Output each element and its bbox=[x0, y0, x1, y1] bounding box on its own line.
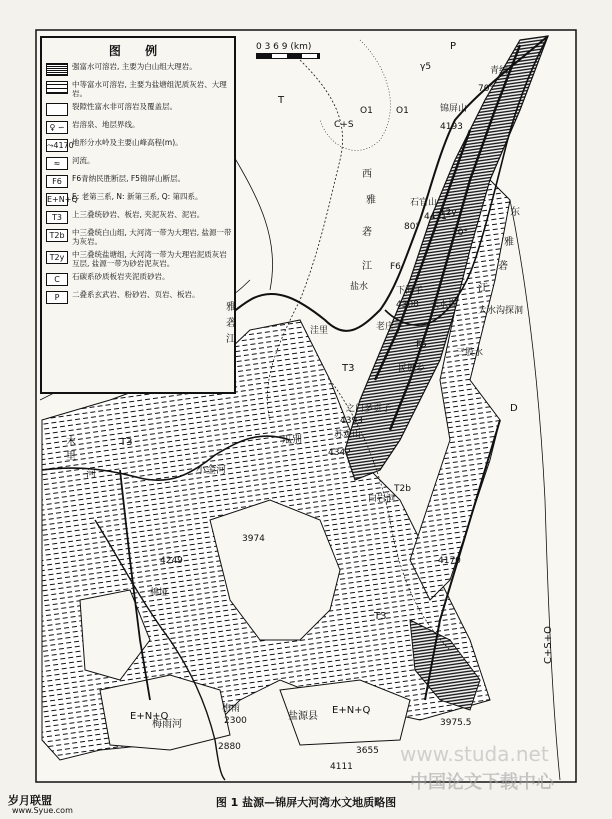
label-xi: 西 bbox=[362, 169, 372, 180]
label-yanshui: 盐水 bbox=[350, 282, 369, 292]
label-t3-central: T3 bbox=[342, 363, 355, 374]
label-jiang2: 江 bbox=[478, 283, 488, 294]
label-baiyandong: 白岩洞 bbox=[368, 494, 396, 504]
label-laozhuangzi: 老庄子 bbox=[376, 322, 404, 332]
label-cs: C+S bbox=[334, 120, 354, 130]
label-suguanshan: 苏观山 bbox=[334, 430, 362, 440]
scale-line bbox=[256, 53, 320, 59]
label-zhimenduo: 之门多贡子 bbox=[346, 404, 392, 414]
legend-item bbox=[46, 80, 234, 98]
label-peak-4170: 4170 bbox=[438, 556, 461, 566]
label-peak-2880: 2880 bbox=[218, 742, 241, 752]
legend-item bbox=[46, 210, 234, 224]
legend-items bbox=[42, 62, 234, 304]
legend-item bbox=[46, 174, 234, 188]
label-shiguanshan: 石官山 bbox=[410, 198, 438, 208]
legend-text: 河流。 bbox=[72, 156, 95, 165]
scale-unit: (km) bbox=[290, 42, 312, 52]
watermark-right: www.studa.net bbox=[400, 742, 549, 766]
legend-swatch: T2y bbox=[46, 251, 68, 264]
label-yalongjiang-west: 雅砻江 bbox=[226, 302, 236, 345]
legend-title: 图 例 bbox=[108, 44, 168, 58]
label-yanyuan-xian: 盐源县 bbox=[288, 711, 318, 722]
label-peak-4249: 4249 bbox=[160, 556, 183, 566]
label-jiang: 江 bbox=[362, 261, 372, 272]
legend-text: 岩溶泉、地层界线。 bbox=[72, 120, 140, 129]
label-peak-3655: 3655 bbox=[356, 746, 379, 756]
label-p-north: P bbox=[450, 41, 457, 52]
legend-item bbox=[46, 138, 234, 152]
legend-swatch: ♀ ∽ bbox=[46, 121, 68, 134]
label-deg70b: 70° bbox=[452, 228, 468, 238]
label-d: D bbox=[510, 403, 518, 414]
label-t3-west: T3 bbox=[120, 437, 133, 448]
legend-text: 中三叠统白山组, 大河湾一带为大理岩, 盐源一带为灰岩。 bbox=[72, 228, 232, 246]
label-dashuigou-adit: 大水沟探洞 bbox=[478, 306, 524, 316]
legend-item bbox=[46, 102, 234, 116]
label-waili: 洼里 bbox=[310, 326, 329, 336]
label-gamma: γ5 bbox=[420, 62, 432, 72]
label-t: T bbox=[278, 95, 285, 106]
label-sangushui: 三股水 bbox=[456, 348, 484, 358]
label-peak-4342: 4342 bbox=[328, 448, 351, 458]
watermark-left: 岁月联盟 bbox=[8, 794, 52, 807]
label-deg80: 80° bbox=[404, 222, 420, 232]
label-peak-2300: 2300 bbox=[224, 716, 247, 726]
legend bbox=[40, 36, 236, 394]
scale-ticks: 0 3 6 9 bbox=[256, 42, 288, 52]
label-jinpingshan: 锦屏山 bbox=[440, 104, 468, 114]
legend-text: 地形分水岭及主要山峰高程(m)。 bbox=[72, 138, 183, 147]
legend-text: 上三叠统砂岩、板岩, 夹泥灰岩、泥岩。 bbox=[72, 210, 205, 219]
label-peak-4193: 4193 bbox=[440, 122, 463, 132]
legend-swatch: P bbox=[46, 291, 68, 304]
label-guabie: 瓜别 bbox=[282, 435, 302, 446]
label-long: 砻 bbox=[362, 227, 372, 238]
label-peak-4431: 4431 bbox=[424, 212, 447, 222]
label-deg70: 70° bbox=[478, 84, 494, 94]
watermark-right-cn: 中国论文下载中心 bbox=[410, 772, 554, 793]
scale-bar bbox=[256, 42, 320, 59]
legend-swatch: C bbox=[46, 273, 68, 286]
label-o1-a: O1 bbox=[360, 106, 373, 116]
figure-caption: 图 1 盐源—锦屏大河湾水文地质略图 bbox=[215, 796, 397, 809]
legend-swatch: T2b bbox=[46, 229, 68, 242]
legend-swatch: F6 bbox=[46, 175, 68, 188]
legend-item bbox=[46, 272, 234, 286]
label-muli: 木里 bbox=[66, 437, 76, 462]
legend-item bbox=[46, 290, 234, 304]
label-long2: 砻 bbox=[498, 261, 508, 272]
label-meiyuhe: 梅雨河 bbox=[152, 719, 182, 730]
legend-item bbox=[46, 62, 234, 76]
legend-text: 裂隙性富水非可溶岩及覆盖层。 bbox=[72, 102, 177, 111]
label-enq-2: E+N+Q bbox=[332, 705, 371, 716]
label-minsheng: 民胜乡 bbox=[398, 364, 426, 374]
legend-item bbox=[46, 250, 234, 268]
label-xiahaizi: 下海子 bbox=[396, 286, 424, 296]
legend-text: 中等富水可溶岩, 主要为盐塘组泥质灰岩、大理岩。 bbox=[72, 80, 227, 98]
label-t2b: T2b bbox=[394, 484, 411, 494]
label-peak-4393: 4393 bbox=[340, 416, 363, 426]
label-peak-4308: 4308 bbox=[396, 300, 419, 310]
legend-text: F6青纳民胜断层, F5锦屏山断层。 bbox=[72, 174, 185, 183]
legend-text: 二叠系玄武岩、粉砂岩、页岩、板岩。 bbox=[72, 290, 200, 299]
label-enq-1: E+N+Q bbox=[130, 711, 169, 722]
legend-swatch: ≈ bbox=[46, 157, 68, 170]
legend-item bbox=[46, 228, 234, 246]
label-ya: 雅 bbox=[366, 195, 376, 206]
watermark-left-url: www.Syue.com bbox=[12, 806, 73, 815]
label-t2y: T2y bbox=[440, 208, 457, 218]
label-o1-b: O1 bbox=[396, 106, 409, 116]
legend-swatch: ⤳4170 bbox=[47, 141, 74, 150]
legend-swatch bbox=[46, 63, 68, 76]
legend-text: E: 老第三系, N: 新第三系, Q: 第四系。 bbox=[72, 192, 203, 201]
label-f6: F6 bbox=[390, 262, 401, 272]
label-peak-3975: 3975.5 bbox=[440, 718, 472, 728]
label-dashuigou: 大水沟 bbox=[430, 300, 458, 310]
label-dong: 东 bbox=[510, 207, 520, 218]
legend-text: 中三叠统盐塘组, 大河湾一带为大理岩泥质灰岩互层, 盐源一带为砂岩泥灰岩。 bbox=[72, 250, 227, 268]
legend-item bbox=[46, 120, 234, 134]
legend-swatch bbox=[46, 103, 68, 116]
label-xiaojinhe: 小金河 bbox=[196, 465, 226, 476]
label-peak-3974: 3974 bbox=[242, 534, 265, 544]
label-f5: F5 bbox=[416, 340, 427, 350]
label-mianya: 棉垭 bbox=[150, 588, 169, 598]
legend-item bbox=[46, 156, 234, 170]
label-t3-south: T3 bbox=[374, 611, 387, 622]
label-qingna: 青纳 bbox=[490, 66, 509, 76]
legend-text: 强富水可溶岩, 主要为白山组大理岩。 bbox=[72, 62, 197, 71]
label-ya2: 雅 bbox=[504, 237, 514, 248]
label-cso: C+S+O bbox=[542, 626, 554, 664]
legend-swatch: E+N+Q bbox=[47, 195, 78, 204]
legend-swatch: T3 bbox=[46, 211, 68, 224]
legend-swatch bbox=[46, 81, 68, 94]
legend-text: 石碳系砂质板岩夹泥质砂岩。 bbox=[72, 272, 170, 281]
label-muli-he: 河 bbox=[86, 469, 96, 480]
legend-item bbox=[46, 192, 234, 206]
label-peak-4111: 4111 bbox=[330, 762, 353, 772]
label-meiyu: 梅雨 bbox=[222, 704, 241, 714]
